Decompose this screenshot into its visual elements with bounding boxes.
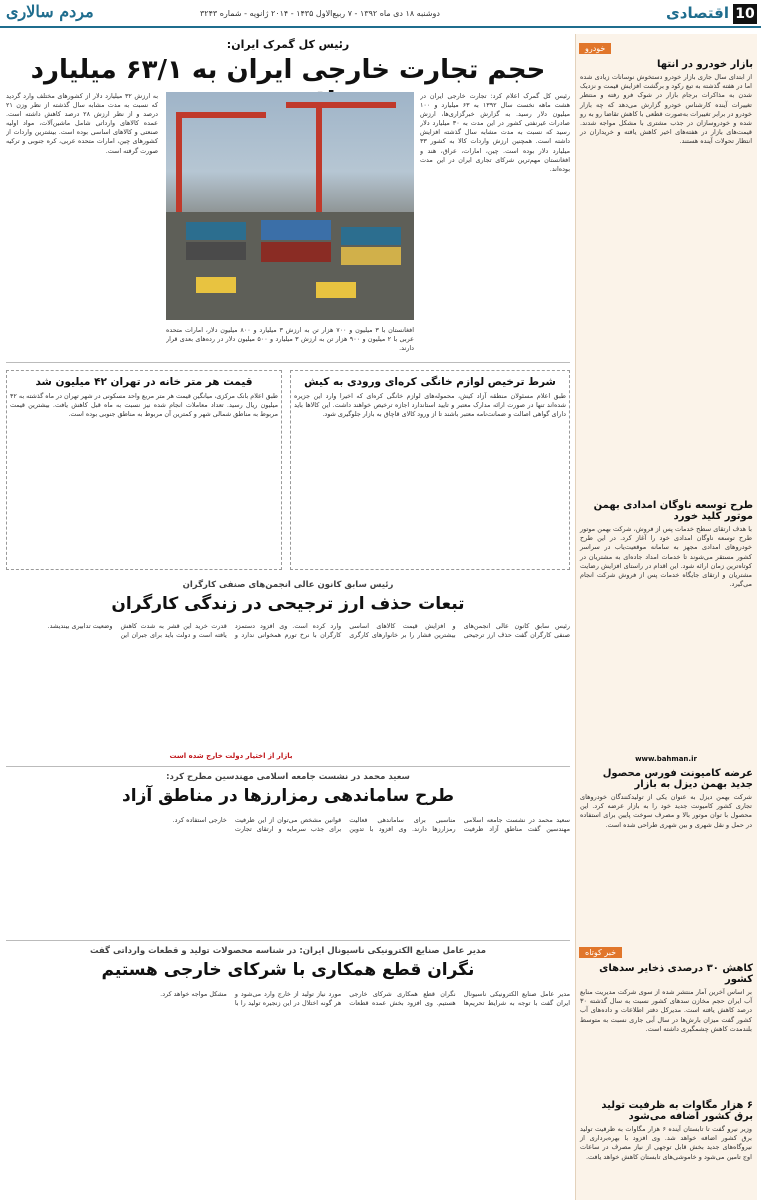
story2-kicker: رئیس سابق کانون عالی انجمن‌های صنفی کارگران <box>182 580 394 590</box>
story3-body: سعید محمد در نشست جامعه اسلامی مهندسین گفت مناطق آزاد ظرفیت مناسبی برای ساماندهی فعالیت رمزارزها دارند. وی افزود با تدوین قوانین مشخص می‌توان از این ظرفیت برای جذب سرمایه و ارتقای تجارت خارجی استفاده کرد. <box>172 816 570 834</box>
story4-body: مدیر عامل صنایع الکترونیکی ناسیونال ایران گفت با توجه به شرایط تحریم‌ها نگران قطع همکاری شرکای خارجی هستیم. وی افزود بخش عمده قطعات مورد نیاز تولید از خارج وارد می‌شود و هر گونه اختلال در این زنجیره تولید را با مشکل مواجه خواهد کرد. <box>160 990 570 1008</box>
lead-kicker: رئیس کل گمرک ایران: <box>226 38 350 51</box>
story4-headline: نگران قطع همکاری با شرکای خارجی هستیم <box>101 960 475 980</box>
story-headline: کاهش ۳۰ درصدی ذخایر سدهای کشور <box>599 963 753 985</box>
story2-highlight: بازار از اختیار دولت خارج شده است <box>169 752 293 760</box>
cranes-illustration <box>166 92 414 320</box>
paper-name: مردم سالاری <box>6 2 94 21</box>
box-body: طبق اعلام مسئولان منطقه آزاد کیش، محموله‌های لوازم خانگی کره‌ای که اخیرا وارد این جزیره شده‌اند تنها در صورت ارائه مدارک معتبر و تایید استاندارد اجازه ترخیص خواهند داشت. این کالاها باید دارای گواهی اصالت و ضمانت‌نامه معتبر باشند تا از ورود کالای قاچاق به بازار جلوگیری شود. <box>294 392 566 419</box>
divider <box>6 940 570 941</box>
container-port-photo <box>166 92 414 320</box>
story-headline: بازار خودرو در انتها <box>657 59 753 70</box>
section-title: اقتصادی <box>666 4 729 22</box>
divider <box>6 766 570 767</box>
story-body: بر اساس آخرین آمار منتشر شده از سوی شرکت مدیریت منابع آب ایران حجم مخازن سدهای کشور نسبت به سال گذشته ۳۰ درصد کاهش یافته است. مدیرکل دفتر اطلاعات و داده‌های آب کشور گفت میزان بارش‌ها در سال آبی جاری نسبت به متوسط بلندمدت کاهش چشمگیری داشته است. <box>580 988 752 1033</box>
box-body: طبق اعلام بانک مرکزی، میانگین قیمت هر متر مربع واحد مسکونی در شهر تهران در ماه گذشته به ۴۲ میلیون ریال رسید. تعداد معاملات انجام شده نیز نسبت به ماه قبل کاهش یافت. بیشترین قیمت مربوط به مناطق شمالی شهر و کمترین آن مربوط به مناطق جنوبی بوده است. <box>10 392 278 419</box>
lead-column-right: رئیس کل گمرک اعلام کرد: تجارت خارجی ایران در هشت ماهه نخست سال ۱۳۹۲ به ۶۳ میلیارد و ۱۰۰ میلیون دلار رسید. به گزارش خبرگزاری‌ها، ارزش صادرات غیرنفتی کشور در این مدت به ۳۰ میلیارد دلار رسید که نسبت به مدت مشابه سال گذشته افزایش داشته است. همچنین ارزش واردات کالا به کشور ۳۳ میلیارد دلار بوده است. چین، امارات، عراق، هند و افغانستان مهم‌ترین شرکای تجاری ایران در این مدت بوده‌اند. <box>420 92 570 173</box>
sidebar-story-2 <box>575 496 757 763</box>
section-tag: خبر کوتاه <box>579 947 622 958</box>
story4-kicker: مدیر عامل صنایع الکترونیکی ناسیونال ایران: در شناسه محصولات تولید و قطعات وارداتی گفت <box>89 946 487 956</box>
website-link[interactable]: www.bahman.ir <box>635 755 697 763</box>
tehran-housing-box <box>6 370 282 570</box>
box-headline: شرط ترخیص لوازم خانگی کره‌ای ورودی به کیش <box>304 376 556 388</box>
dateline: دوشنبه ۱۸ دی ماه ۱۳۹۲ - ۷ ربیع‌الاول ۱۴۳۵ - ۲۰۱۴ ژانویه - شماره ۳۲۴۳ <box>200 9 440 18</box>
lead-column-left: به ارزش ۳۲ میلیارد دلار از کشورهای مختلف وارد گردید که نسبت به مدت مشابه سال گذشته از نظر وزن ۲۱ درصد و از نظر ارزش ۲۸ درصد کاهش داشته است. عمده کالاهای وارداتی شامل ماشین‌آلات، مواد اولیه صنعتی و کالاهای اساسی بوده است. بیشترین واردات از کشورهای چین، امارات متحده عربی، کره جنوبی و ترکیه صورت گرفته است. <box>6 92 158 155</box>
main-content <box>6 34 570 1200</box>
story3-kicker: سعید محمد در نشست جامعه اسلامی مهندسین مطرح کرد: <box>166 772 410 782</box>
box-headline: قیمت هر متر خانه در تهران ۴۲ میلیون شد <box>35 376 253 388</box>
sidebar-story-4 <box>575 940 757 1090</box>
page-number: 10 <box>733 4 757 24</box>
story3-headline: طرح ساماندهی رمزارزها در مناطق آزاد <box>122 786 454 806</box>
story-body: شرکت بهمن دیزل به عنوان یکی از تولیدکنندگان خودروهای تجاری کشور کامیونت جدید خود را به بازار عرضه کرد. این محصول با توان موتور بالا و مصرف سوخت پایین برای استفاده در حمل و نقل شهری و بین شهری طراحی شده است. <box>580 793 752 829</box>
story-headline: ۶ هزار مگاوات به ظرفیت تولید برق کشور اضافه می‌شود <box>601 1100 753 1122</box>
divider <box>6 362 570 363</box>
lead-headline: حجم تجارت خارجی ایران به ۶۳/۱ میلیارد <box>30 55 546 85</box>
story2-body: رئیس سابق کانون عالی انجمن‌های صنفی کارگران گفت حذف ارز ترجیحی و افزایش قیمت کالاهای اساسی بیشترین فشار را بر خانوارهای کارگری وارد کرده است. وی افزود دستمزد کارگران با نرخ تورم همخوانی ندارد و قدرت خرید این قشر به شدت کاهش یافته است و دولت باید برای جبران این وضعیت تدابیری بیندیشد. <box>47 622 570 640</box>
sidebar-story-5 <box>575 1096 757 1196</box>
kish-appliances-box <box>290 370 570 570</box>
story2-headline: تبعات حذف ارز ترجیحی در زندگی کارگران <box>111 594 465 614</box>
sidebar-story-1 <box>575 36 757 276</box>
story-headline: طرح توسعه ناوگان امدادی بهمن موتور کلید خورد <box>593 500 753 522</box>
section-tag: خودرو <box>579 43 611 54</box>
story-body: با هدف ارتقای سطح خدمات پس از فروش، شرکت بهمن موتور طرح توسعه ناوگان امدادی خود را آغاز کرد. در این طرح خودروهای امدادی مجهز به سامانه موقعیت‌یاب در سراسر کشور مستقر می‌شوند تا خدمات امداد جاده‌ای به مشتریان در کوتاه‌ترین زمان ارائه شود. این اقدام در راستای افزایش رضایت مشتریان و ارتقای جایگاه خدمات پس از فروش شرکت انجام می‌گیرد. <box>580 525 752 589</box>
story-headline: عرضه کامیونت فورس محصول جدید بهمن دیزل به بازار <box>602 768 753 790</box>
sidebar-story-3 <box>575 764 757 934</box>
sidebar <box>575 34 757 1200</box>
story-body: از ابتدای سال جاری بازار خودرو دستخوش نوسانات زیادی شده اما در هفته گذشته به تبع رکود و برگشت افزایش قیمت و نزدیک شدن به مذاکرات برجام بازار در شوک فرو رفته و منتظر تغییرات آینده کارشناس خودرو گزارش می‌دهد که چه بازار خودرو در برابر تغییرات به‌صورت قطعی با کاهش تقاضا رو به رو شده و خودروسازان در جذب مشتری با مشکل مواجه شدند. قیمت‌های بازار در هفته‌های اخیر کاهش یافته و خریداران در انتظار تحولات آینده هستند. <box>580 73 752 146</box>
photo-caption: افغانستان با ۳ میلیون و ۷۰۰ هزار تن به ارزش ۳ میلیارد و ۸۰۰ میلیون دلار، امارات متحده عربی با ۲ میلیون و ۹۰۰ هزار تن به ارزش ۳ میلیارد و ۵۰۰ میلیون دلار در رده‌های بعدی قرار دارند. <box>166 326 414 353</box>
story-body: وزیر نیرو گفت تا تابستان آینده ۶ هزار مگاوات به ظرفیت تولید برق کشور اضافه خواهد شد. وی افزود با بهره‌برداری از نیروگاه‌های جدید بخش قابل توجهی از نیاز مصرف در ساعات اوج تامین می‌شود و خاموشی‌های تابستان کاهش خواهد یافت. <box>580 1125 752 1161</box>
